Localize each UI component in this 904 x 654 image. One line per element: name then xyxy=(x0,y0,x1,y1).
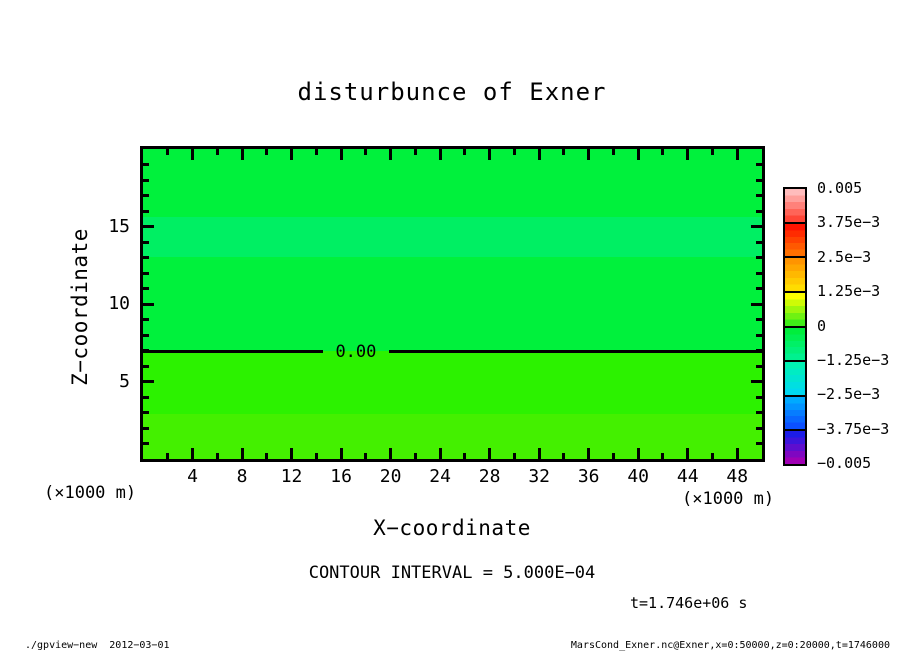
x-tick-label: 32 xyxy=(528,466,550,487)
y-tick-mark xyxy=(143,442,149,445)
x-tick-mark xyxy=(686,448,689,459)
colorbar-segment xyxy=(785,224,805,259)
y-tick-label: 15 xyxy=(108,215,130,237)
y-tick-mark xyxy=(143,241,149,244)
x-tick-label: 48 xyxy=(726,466,749,487)
footer-command-text: ./gpview−new 2012−03−01 xyxy=(25,640,170,651)
colorbar-segment xyxy=(785,258,805,293)
y-tick-mark xyxy=(756,396,762,399)
colorbar-tick-label: 1.25e−3 xyxy=(817,282,881,301)
x-tick-mark xyxy=(538,149,541,160)
x-tick-mark xyxy=(488,448,491,459)
fill-band xyxy=(143,414,762,459)
x-tick-label: 36 xyxy=(577,466,600,487)
colorbar-tick-label: −3.75e−3 xyxy=(817,419,890,438)
colorbar-tick-label: −2.5e−3 xyxy=(817,385,881,404)
y-tick-mark xyxy=(756,365,762,368)
x-tick-mark xyxy=(389,448,392,459)
y-tick-mark xyxy=(751,303,762,306)
x-tick-mark xyxy=(216,453,219,459)
x-tick-mark xyxy=(241,448,244,459)
x-tick-mark xyxy=(661,453,664,459)
x-tick-mark xyxy=(637,149,640,160)
x-tick-mark xyxy=(414,453,417,459)
y-tick-mark xyxy=(143,396,149,399)
contour-interval-text: CONTOUR INTERVAL = 5.000E−04 xyxy=(308,563,596,583)
x-tick-mark xyxy=(463,149,466,155)
y-tick-mark xyxy=(143,303,154,306)
x-tick-label: 20 xyxy=(379,466,402,487)
x-tick-mark xyxy=(166,453,169,459)
x-tick-mark xyxy=(191,448,194,459)
x-tick-mark xyxy=(637,448,640,459)
y-tick-mark xyxy=(756,287,762,290)
colorbar-segment xyxy=(785,189,805,224)
x-tick-mark xyxy=(414,149,417,155)
x-tick-mark xyxy=(315,453,318,459)
colorbar xyxy=(783,187,807,466)
x-tick-label: 12 xyxy=(280,466,303,487)
y-tick-mark xyxy=(143,411,149,414)
x-tick-mark xyxy=(736,448,739,459)
y-axis-title: Z−coordinate xyxy=(68,228,92,386)
colorbar-tick-label: −1.25e−3 xyxy=(817,350,890,369)
colorbar-tick-label: 2.5e−3 xyxy=(817,247,872,266)
zero-contour-line xyxy=(143,350,323,353)
x-tick-mark xyxy=(538,448,541,459)
x-tick-label: 28 xyxy=(478,466,501,487)
x-tick-mark xyxy=(216,149,219,155)
x-tick-mark xyxy=(562,149,565,155)
x-tick-mark xyxy=(612,453,615,459)
y-axis-unit: (×1000 m) xyxy=(44,483,137,503)
x-tick-mark xyxy=(562,453,565,459)
y-tick-mark xyxy=(756,241,762,244)
fill-band xyxy=(143,217,762,257)
y-tick-mark xyxy=(143,194,149,197)
x-tick-mark xyxy=(290,149,293,160)
y-tick-mark xyxy=(756,179,762,182)
y-tick-mark xyxy=(143,365,149,368)
x-tick-mark xyxy=(463,453,466,459)
x-tick-mark xyxy=(513,453,516,459)
x-tick-label: 16 xyxy=(330,466,352,487)
fill-band xyxy=(143,149,762,217)
y-tick-mark xyxy=(143,179,149,182)
x-axis-title: X−coordinate xyxy=(373,516,531,540)
colorbar-tick-label: 0 xyxy=(817,316,827,335)
y-tick-mark xyxy=(143,163,149,166)
x-tick-mark xyxy=(315,149,318,155)
x-tick-label: 24 xyxy=(429,466,451,487)
y-tick-mark xyxy=(143,287,149,290)
colorbar-tick-label: 3.75e−3 xyxy=(817,213,881,232)
y-tick-mark xyxy=(756,272,762,275)
y-tick-mark xyxy=(143,380,154,383)
y-tick-mark xyxy=(143,256,149,259)
x-tick-label: 40 xyxy=(627,466,650,487)
y-tick-mark xyxy=(756,256,762,259)
y-tick-mark xyxy=(143,427,149,430)
y-tick-mark xyxy=(143,318,149,321)
x-tick-mark xyxy=(191,149,194,160)
x-axis-unit: (×1000 m) xyxy=(682,489,775,509)
x-tick-mark xyxy=(265,149,268,155)
chart-title: disturbunce of Exner xyxy=(297,78,607,106)
x-tick-mark xyxy=(389,149,392,160)
y-tick-mark xyxy=(143,225,154,228)
x-tick-mark xyxy=(439,448,442,459)
y-tick-mark xyxy=(751,380,762,383)
x-tick-mark xyxy=(587,149,590,160)
colorbar-segment xyxy=(785,293,805,328)
x-tick-mark xyxy=(364,453,367,459)
x-tick-mark xyxy=(241,149,244,160)
x-tick-mark xyxy=(265,453,268,459)
footer-source-text: MarsCond_Exner.nc@Exner,x=0:50000,z=0:20000,t=1746000 xyxy=(570,640,890,651)
x-tick-mark xyxy=(488,149,491,160)
y-tick-mark xyxy=(756,334,762,337)
y-tick-mark xyxy=(143,272,149,275)
x-tick-label: 44 xyxy=(676,466,699,487)
colorbar-segment xyxy=(785,397,805,432)
x-tick-mark xyxy=(686,149,689,160)
x-tick-mark xyxy=(711,149,714,155)
x-tick-mark xyxy=(166,149,169,155)
y-tick-label: 5 xyxy=(119,370,130,392)
y-tick-label: 10 xyxy=(108,293,130,314)
plot-area xyxy=(140,146,765,462)
contour-value-label: 0.00 xyxy=(335,341,377,362)
x-tick-mark xyxy=(612,149,615,155)
x-tick-mark xyxy=(439,149,442,160)
x-tick-mark xyxy=(364,149,367,155)
x-tick-mark xyxy=(587,448,590,459)
y-tick-mark xyxy=(756,411,762,414)
y-tick-mark xyxy=(756,163,762,166)
colorbar-segment xyxy=(785,431,805,464)
x-tick-mark xyxy=(340,448,343,459)
x-tick-label: 8 xyxy=(236,466,248,487)
x-tick-mark xyxy=(736,149,739,160)
colorbar-segment xyxy=(785,362,805,397)
fill-band xyxy=(143,258,762,351)
y-tick-mark xyxy=(756,427,762,430)
y-tick-mark xyxy=(756,318,762,321)
y-tick-mark xyxy=(143,210,149,213)
x-tick-mark xyxy=(290,448,293,459)
x-tick-mark xyxy=(340,149,343,160)
fill-band xyxy=(143,351,762,415)
y-tick-mark xyxy=(143,334,149,337)
y-tick-mark xyxy=(756,194,762,197)
time-stamp-text: t=1.746e+06 s xyxy=(630,594,748,612)
colorbar-tick-label: 0.005 xyxy=(817,179,863,197)
colorbar-tick-label: −0.005 xyxy=(817,454,872,472)
y-tick-mark xyxy=(756,442,762,445)
zero-contour-line xyxy=(389,350,762,353)
y-tick-mark xyxy=(751,225,762,228)
x-tick-label: 4 xyxy=(187,466,198,487)
x-tick-mark xyxy=(711,453,714,459)
colorbar-segment xyxy=(785,328,805,363)
x-tick-mark xyxy=(661,149,664,155)
y-tick-mark xyxy=(756,210,762,213)
x-tick-mark xyxy=(513,149,516,155)
